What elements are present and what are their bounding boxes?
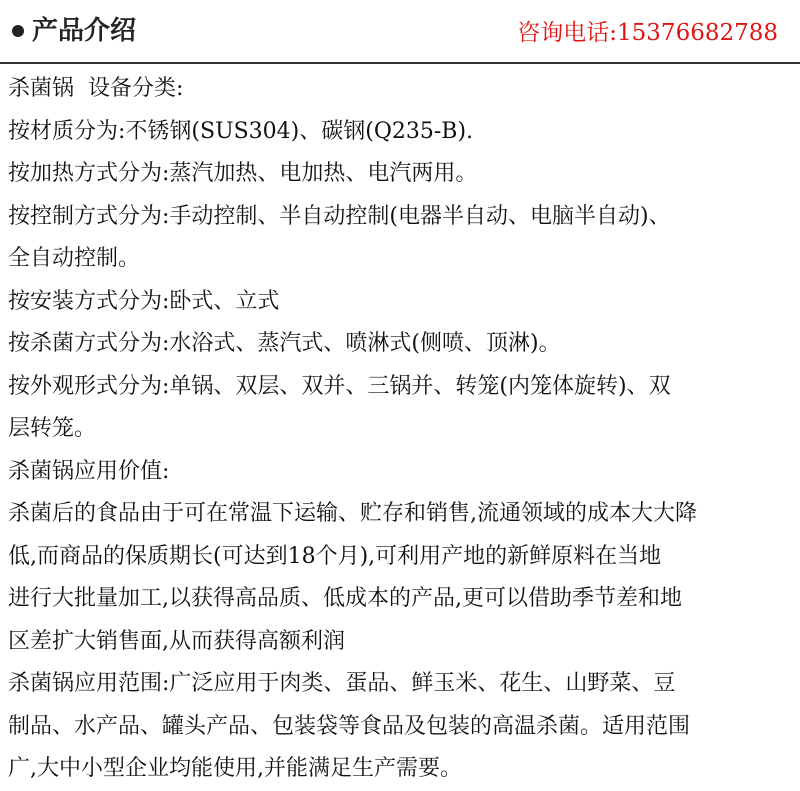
section-header	[0, 0, 800, 62]
section-title: 产品介绍	[32, 16, 137, 46]
text-line: 按安装方式分为:卧式、立式	[8, 288, 280, 314]
text-line: 按外观形式分为:单锅、双层、双并、三锅并、转笼(内笼体旋转)、双	[8, 373, 671, 399]
text-line: 按杀菌方式分为:水浴式、蒸汽式、喷淋式(侧喷、顶淋)。	[8, 331, 561, 356]
text-line: 杀菌锅应用范围:广泛应用于肉类、蛋品、鲜玉米、花生、山野菜、豆	[8, 671, 676, 696]
text-line: 按加热方式分为:蒸汽加热、电加热、电汽两用。	[8, 161, 478, 186]
text-line: 区差扩大销售面,从而获得高额利润	[8, 628, 345, 654]
text-line: 按材质分为:不锈钢(SUS304)、碳钢(Q235-B).	[8, 118, 474, 144]
header-divider	[0, 62, 800, 64]
text-line: 全自动控制。	[8, 246, 141, 271]
text-line: 广,大中小型企业均能使用,并能满足生产需要。	[8, 756, 462, 781]
text-line: 低,而商品的保质期长(可达到18个月),可利用产地的新鲜原料在当地	[8, 543, 662, 569]
text-line: 杀菌锅 设备分类:	[8, 76, 184, 101]
text-line: 按控制方式分为:手动控制、半自动控制(电器半自动、电脑半自动)、	[8, 203, 671, 229]
text-line: 制品、水产品、罐头产品、包装袋等食品及包装的高温杀菌。适用范围	[8, 713, 691, 739]
text-line: 杀菌锅应用价值:	[8, 458, 170, 484]
text-line: 杀菌后的食品由于可在常温下运输、贮存和销售,流通领域的成本大大降	[8, 501, 697, 526]
text-line: 进行大批量加工,以获得高品质、低成本的产品,更可以借助季节差和地	[8, 586, 682, 611]
text-line: 层转笼。	[8, 416, 97, 441]
bullet-icon	[12, 25, 24, 37]
contact-phone: 咨询电话:15376682788	[517, 20, 778, 46]
product-description	[8, 68, 794, 791]
